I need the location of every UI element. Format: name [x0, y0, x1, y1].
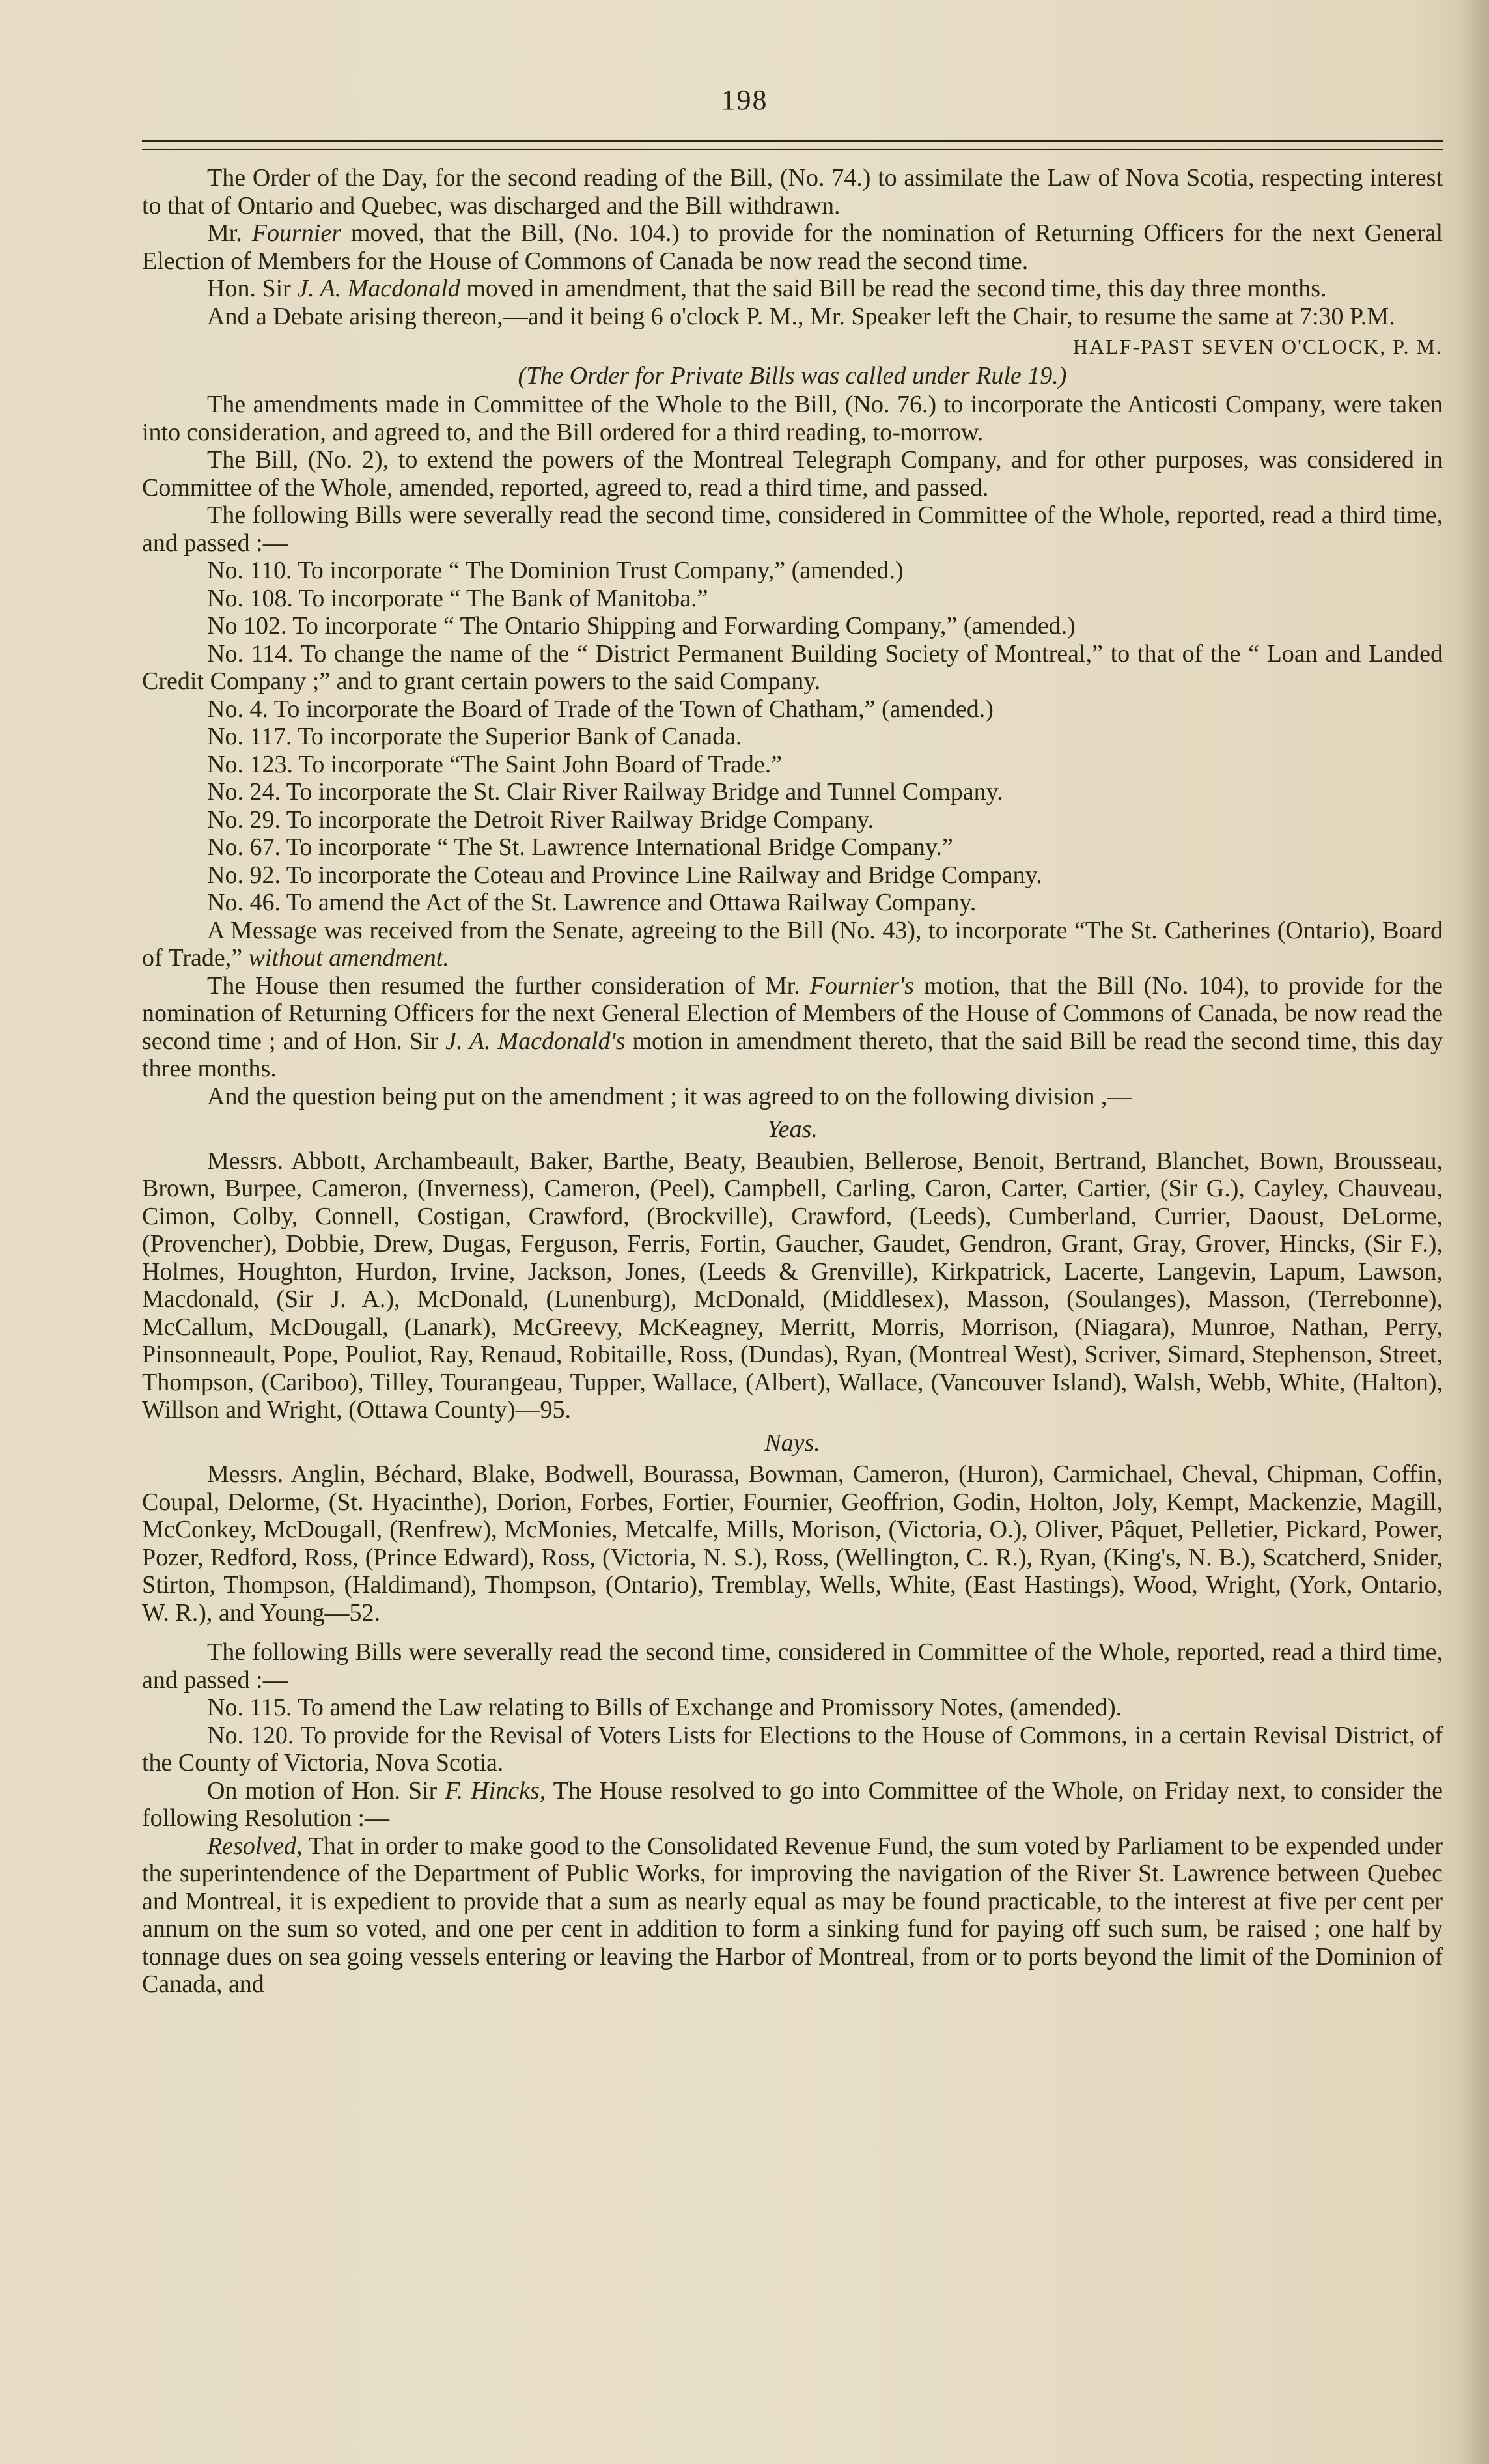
- bill-item: No. 110. To incorporate “ The Dominion Trust Company,” (amended.): [207, 557, 904, 584]
- paragraph-resolved: Resolved, That in order to make good to the Consolidated Revenue Fund, the sum voted by Parliament to be expended under the superintendence of the Department of Public Works, for improving the navigation of the River St. Lawrence between Quebec and Montreal, it is expedient to provide that a sum as nearly equal as may be found practicable, to the interest at five per cent per annum on the sum so voted, and one per cent in addition to form a sinking fund for paying off such sum, be raised ; one half by tonnage dues on sea going vessels entering or leaving the Harbor of Montreal, from or to ports beyond the limit of the Dominion of Canada, and: [142, 1832, 1443, 1998]
- paragraph-telegraph: The Bill, (No. 2), to extend the powers of the Montreal Telegraph Company, and for other purposes, was considered in Committee of the Whole, amended, reported, agreed to, read a third time, and passed.: [142, 446, 1443, 501]
- bill-item: No. 123. To incorporate “The Saint John Board of Trade.”: [207, 750, 783, 778]
- bill-item: No. 114. To change the name of the “ District Permanent Building Society of Montreal,” to that of the “ Loan and Landed Credit Company ;” and to grant certain powers to the said Company.: [142, 639, 1443, 695]
- member-name: J. A. Macdonald: [297, 275, 460, 302]
- bill-item: No 102. To incorporate “ The Ontario Shipping and Forwarding Company,” (amended.): [207, 612, 1076, 639]
- bill-item: No. 46. To amend the Act of the St. Lawrence and Ottawa Railway Company.: [207, 889, 977, 916]
- paragraph-order-of-day: The Order of the Day, for the second reading of the Bill, (No. 74.) to assimilate the Law of Nova Scotia, respecting interest to that of Ontario and Quebec, was discharged and the Bill withdrawn.: [142, 164, 1443, 219]
- spacer: [142, 1627, 1443, 1638]
- time-heading: HALF-PAST SEVEN O'CLOCK, P. M.: [1072, 335, 1443, 358]
- private-bills-note: (The Order for Private Bills was called under Rule 19.): [518, 361, 1067, 389]
- bill-item: No. 24. To incorporate the St. Clair River Railway Bridge and Tunnel Company.: [207, 778, 1003, 805]
- member-name: Fournier: [251, 219, 341, 247]
- bill-item: No. 92. To incorporate the Coteau and Province Line Railway and Bridge Company.: [207, 861, 1042, 889]
- yeas-heading: Yeas.: [767, 1115, 818, 1143]
- nays-heading: Nays.: [764, 1429, 820, 1457]
- paragraph-senate-message: A Message was received from the Senate, agreeing to the Bill (No. 43), to incorporate “The St. Catherines (Ontario), Board of Trade,” without amendment.: [142, 916, 1443, 972]
- paragraph-macdonald-amendment: Hon. Sir J. A. Macdonald moved in amendment, that the said Bill be read the second time, this day three months.: [207, 275, 1327, 302]
- bill-item: No. 67. To incorporate “ The St. Lawrence International Bridge Company.”: [207, 833, 953, 861]
- bill-item: No. 117. To incorporate the Superior Bank of Canada.: [207, 723, 742, 750]
- paragraph-hincks-motion: On motion of Hon. Sir F. Hincks, The House resolved to go into Committee of the Whole, on Friday next, to consider the following Resolution :—: [142, 1776, 1443, 1832]
- member-name: J. A. Macdonald's: [445, 1027, 626, 1055]
- page-edge-shadow: [1460, 0, 1489, 2464]
- paragraph-question: And the question being put on the amendment ; it was agreed to on the following division ,—: [207, 1082, 1132, 1110]
- page-number: 198: [721, 84, 768, 116]
- member-name: F. Hincks,: [445, 1776, 546, 1804]
- yeas-list: Messrs. Abbott, Archambeault, Baker, Barthe, Beaty, Beaubien, Bellerose, Benoit, Bertrand, Blanchet, Bown, Brousseau, Brown, Burpee, Cameron, (Inverness), Cameron, (Peel), Campbell, Carling, Caron, Carter, Cartier, (Sir G.), Cayley, Chauveau, Cimon, Colby, Connell, Costigan, Crawford, (Brockville), Crawford, (Leeds), Cumberland, Currier, Daoust, DeLorme, (Provencher), Dobbie, Drew, Dugas, Ferguson, Ferris, Fortin, Gaucher, Gaudet, Gendron, Grant, Gray, Grover, Hincks, (Sir F.), Holmes, Houghton, Hurdon, Irvine, Jackson, Jones, (Leeds & Grenville), Kirkpatrick, Lacerte, Langevin, Lapum, Lawson, Macdonald, (Sir J. A.), McDonald, (Lunenburg), McDonald, (Middlesex), Masson, (Soulanges), Masson, (Terrebonne), McCallum, McDougall, (Lanark), McGreevy, McKeagney, Merritt, Morris, Morrison, (Niagara), Munroe, Nathan, Perry, Pinsonneault, Pope, Pouliot, Ray, Renaud, Robitaille, Ross, (Dundas), Ryan, (Montreal West), Scriver, Simard, Stephenson, Street, Thompson, (Cariboo), Tilley, Tourangeau, Tupper, Wallace, (Albert), Wallace, (Vancouver Island), Walsh, Webb, White, (Halton), Willson and Wright, (Ottawa County)—95.: [142, 1147, 1443, 1423]
- bill-item: No. 4. To incorporate the Board of Trade of the Town of Chatham,” (amended.): [207, 695, 994, 723]
- paragraph-fournier-motion: Mr. Fournier moved, that the Bill, (No. 104.) to provide for the nomination of Returning Officers for the next General Election of Members for the House of Commons of Canada be now read the second time.: [142, 219, 1443, 275]
- bill-item: No. 29. To incorporate the Detroit River Railway Bridge Company.: [207, 805, 874, 833]
- paragraph-following-bills: The following Bills were severally read the second time, considered in Committee of the Whole, reported, read a third time, and passed :—: [142, 501, 1443, 557]
- paragraph-debate: And a Debate arising thereon,—and it being 6 o'clock P. M., Mr. Speaker left the Chair, to resume the same at 7:30 P.M.: [207, 302, 1395, 330]
- bill-item: No. 115. To amend the Law relating to Bills of Exchange and Promissory Notes, (amended).: [207, 1694, 1122, 1721]
- nays-list: Messrs. Anglin, Béchard, Blake, Bodwell, Bourassa, Bowman, Cameron, (Huron), Carmichael, Cheval, Chipman, Coffin, Coupal, Delorme, (St. Hyacinthe), Dorion, Forbes, Fortier, Fournier, Geoffrion, Godin, Holton, Joly, Kempt, Mackenzie, Magill, McConkey, McDougall, (Renfrew), McMonies, Metcalfe, Mills, Morison, (Victoria, O.), Oliver, Pâquet, Pelletier, Pickard, Power, Pozer, Redford, Ross, (Prince Edward), Ross, (Victoria, N. S.), Ross, (Wellington, C. R.), Ryan, (King's, N. B.), Scatcherd, Snider, Stirton, Thompson, (Haldimand), Thompson, (Ontario), Tremblay, Wells, White, (East Hastings), Wood, Wright, (York, Ontario, W. R.), and Young—52.: [142, 1461, 1443, 1627]
- paragraph-following-bills-2: The following Bills were severally read the second time, considered in Committee of the Whole, reported, read a third time, and passed :—: [142, 1638, 1443, 1694]
- header-rule-thin: [142, 149, 1443, 150]
- bill-item: No. 120. To provide for the Revisal of Voters Lists for Elections to the House of Commons, in a certain Revisal District, of the County of Victoria, Nova Scotia.: [142, 1721, 1443, 1776]
- paragraph-resumed: The House then resumed the further consideration of Mr. Fournier's motion, that the Bill (No. 104), to provide for the nomination of Returning Officers for the next General Election of Members of the House of Commons of Canada, be now read the second time ; and of Hon. Sir J. A. Macdonald's motion in amendment thereto, that the said Bill be read the second time, this day three months.: [142, 972, 1443, 1082]
- journal-body: [142, 164, 1443, 1998]
- header-rule: [142, 140, 1443, 142]
- bill-item: No. 108. To incorporate “ The Bank of Manitoba.”: [207, 584, 708, 612]
- member-name: Fournier's: [809, 972, 914, 1000]
- paragraph-anticosti: The amendments made in Committee of the Whole to the Bill, (No. 76.) to incorporate the Anticosti Company, were taken into consideration, and agreed to, and the Bill ordered for a third reading, to-morrow.: [142, 391, 1443, 446]
